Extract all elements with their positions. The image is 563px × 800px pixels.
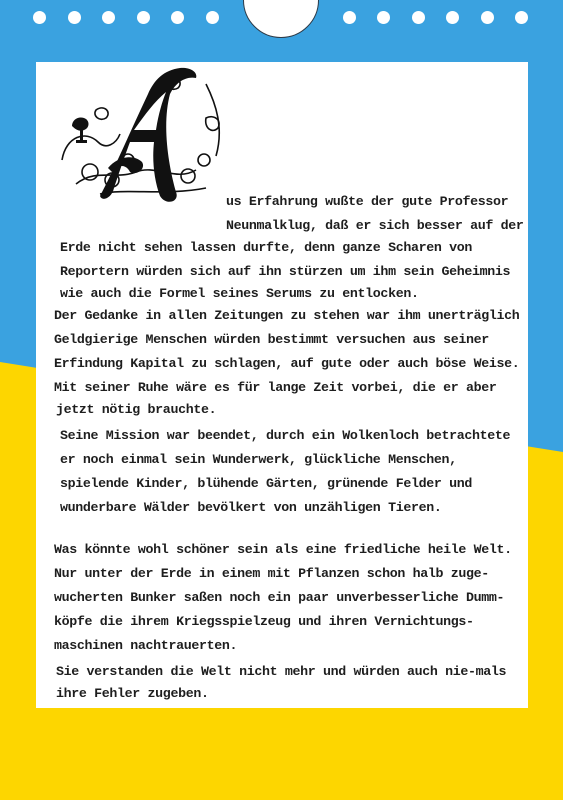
decorated-initial-a-icon: [56, 64, 234, 206]
text-line: Der Gedanke in allen Zeitungen zu stehen war ihm unerträglich: [54, 308, 520, 323]
text-line: Reportern würden sich auf ihn stürzen um ihm sein Geheimnis: [60, 264, 511, 279]
text-line: Nur unter der Erde in einem mit Pflanzen schon halb zuge-: [54, 566, 489, 581]
text-line: Erfindung Kapital zu schlagen, auf gute oder auch böse Weise.: [54, 356, 520, 371]
text-line: köpfe die ihrem Kriegsspielzeug und ihren Vernichtungs-: [54, 614, 474, 629]
text-line: wunderbare Wälder bevölkert von unzähligen Tieren.: [60, 500, 442, 515]
binding-ring-icon: [446, 11, 459, 24]
text-line: Erde nicht sehen lassen durfte, denn ganze Scharen von: [60, 240, 472, 255]
binding-ring-icon: [515, 11, 528, 24]
text-line: ihre Fehler zugeben.: [56, 686, 209, 701]
text-line: jetzt nötig brauchte.: [56, 402, 217, 417]
text-line: Mit seiner Ruhe wäre es für lange Zeit vorbei, die er aber: [54, 380, 497, 395]
text-line: Neunmalklug, daß er sich besser auf der: [226, 218, 524, 233]
text-line: Sie verstanden die Welt nicht mehr und würden auch nie-mals: [56, 664, 507, 679]
binding-ring-icon: [102, 11, 115, 24]
typewritten-page: [36, 62, 528, 708]
text-line: Seine Mission war beendet, durch ein Wolkenloch betrachtete: [60, 428, 511, 443]
binding-ring-icon: [171, 11, 184, 24]
text-line: Was könnte wohl schöner sein als eine friedliche heile Welt.: [54, 542, 512, 557]
text-line: er noch einmal sein Wunderwerk, glückliche Menschen,: [60, 452, 457, 467]
text-line: maschinen nachtrauerten.: [54, 638, 238, 653]
text-line: spielende Kinder, blühende Gärten, grünende Felder und: [60, 476, 472, 491]
binding-ring-icon: [68, 11, 81, 24]
binding-ring-icon: [481, 11, 494, 24]
binding-ring-icon: [412, 11, 425, 24]
binding-ring-icon: [377, 11, 390, 24]
binding-ring-icon: [33, 11, 46, 24]
text-line: us Erfahrung wußte der gute Professor: [226, 194, 509, 209]
binding-ring-icon: [137, 11, 150, 24]
text-line: wucherten Bunker saßen noch ein paar unverbesserliche Dumm-: [54, 590, 505, 605]
binding-ring-icon: [206, 11, 219, 24]
binding-ring-icon: [343, 11, 356, 24]
text-line: wie auch die Formel seines Serums zu entlocken.: [60, 286, 419, 301]
text-line: Geldgierige Menschen würden bestimmt versuchen aus seiner: [54, 332, 489, 347]
